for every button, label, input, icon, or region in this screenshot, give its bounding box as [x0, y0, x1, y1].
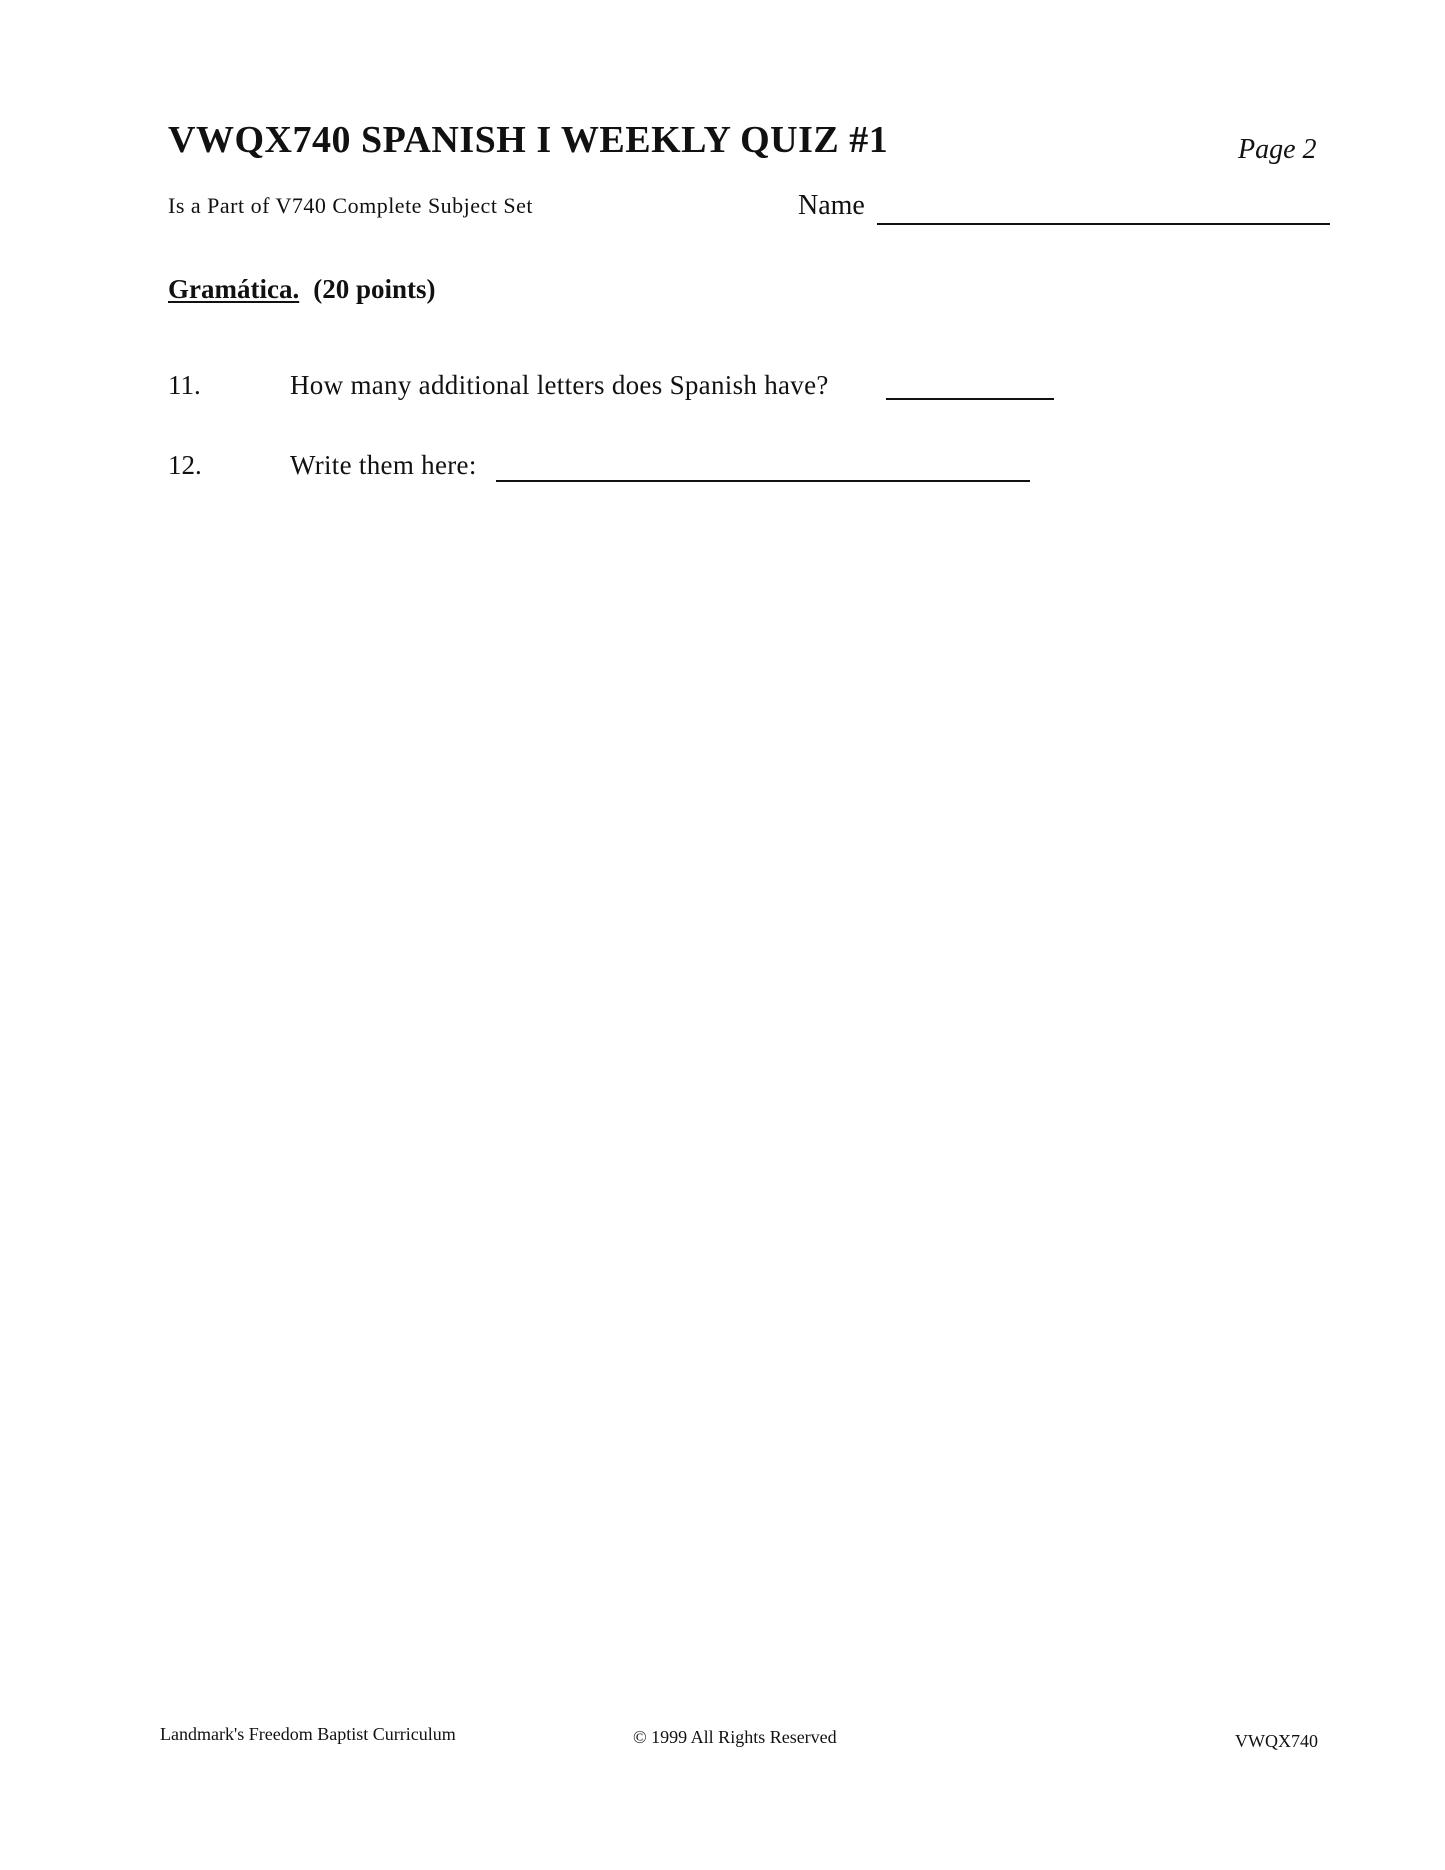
- footer-copyright: © 1999 All Rights Reserved: [633, 1727, 837, 1747]
- footer-publisher: Landmark's Freedom Baptist Curriculum: [160, 1724, 456, 1744]
- name-answer-line[interactable]: [877, 223, 1330, 225]
- answer-blank[interactable]: [496, 480, 1030, 482]
- section-points: (20 points): [313, 274, 436, 304]
- question-text: Write them here:: [290, 450, 477, 480]
- page-number: Page 2: [1238, 134, 1317, 165]
- section-title: Gramática.: [168, 274, 300, 304]
- name-label: Name: [798, 190, 865, 221]
- question-text: How many additional letters does Spanish have?: [290, 370, 829, 400]
- footer-code: VWQX740: [1235, 1731, 1318, 1751]
- quiz-title: VWQX740 SPANISH I WEEKLY QUIZ #1: [168, 119, 889, 161]
- subject-set-note: Is a Part of V740 Complete Subject Set: [168, 193, 534, 218]
- section-heading: [168, 274, 435, 305]
- answer-blank[interactable]: [886, 398, 1054, 400]
- question-number: 12.: [168, 450, 202, 480]
- question-number: 11.: [168, 370, 201, 400]
